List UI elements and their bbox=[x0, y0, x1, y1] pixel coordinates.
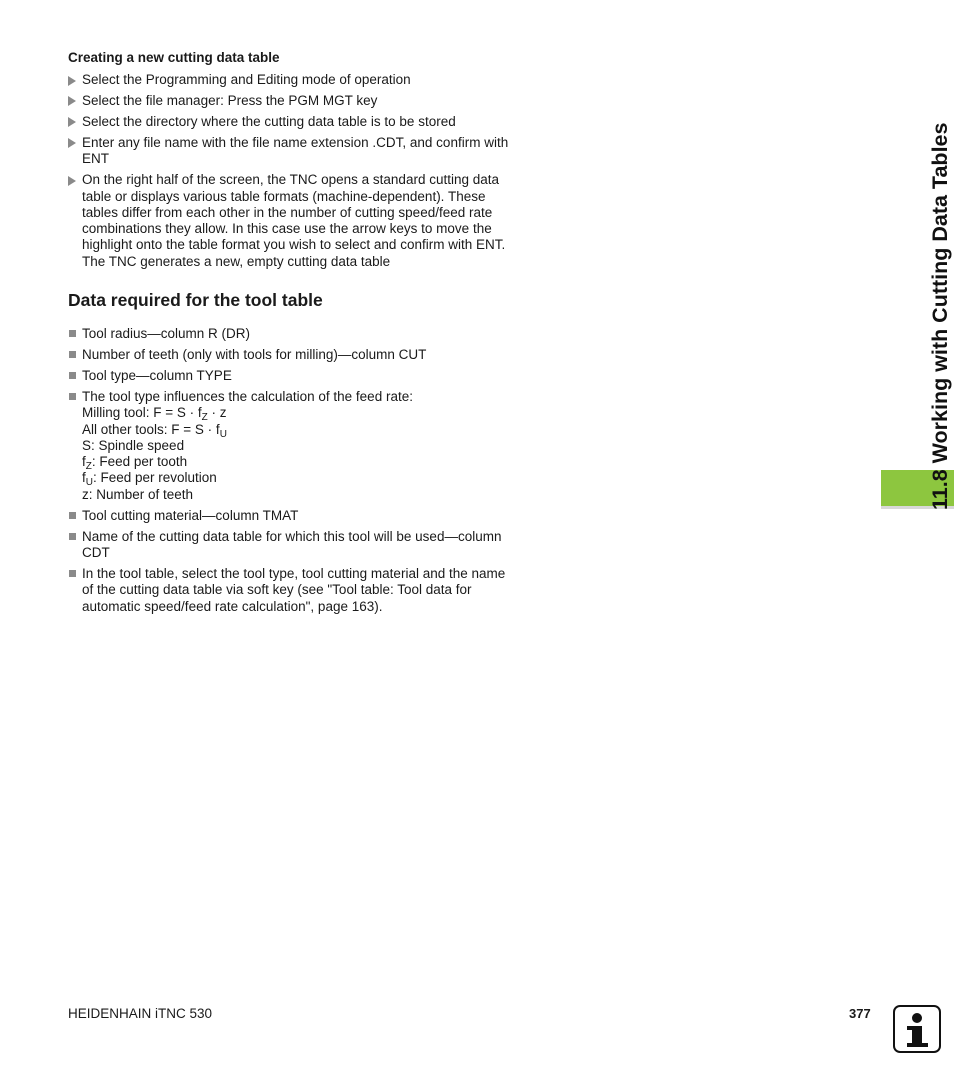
step-item: On the right half of the screen, the TNC opens a standard cutting data table or displays various table formats (machine-dependent). These tables differ from each other in the number of cutting speed/feed rate combinations they allow. In this case use the arrow keys to move the highlight onto the table format you wish to select and confirm with ENT. The TNC generates a new, empty cutting data table bbox=[68, 172, 518, 270]
square-bullet-icon bbox=[69, 570, 76, 577]
step-item: Enter any file name with the file name extension .CDT, and confirm with ENT bbox=[68, 135, 518, 168]
list-item: Tool type—column TYPE bbox=[68, 368, 518, 384]
triangle-right-icon bbox=[68, 138, 76, 148]
square-bullet-icon bbox=[69, 351, 76, 358]
square-bullet-icon bbox=[69, 372, 76, 379]
list-item: Number of teeth (only with tools for milling)—column CUT bbox=[68, 347, 518, 363]
formula-other: All other tools: $F = S \cdot f_U$ bbox=[82, 421, 227, 440]
square-bullet-icon bbox=[69, 330, 76, 337]
section-heading-create-table: Creating a new cutting data table bbox=[68, 50, 280, 65]
creation-steps bbox=[68, 72, 518, 270]
feed-intro: The tool type influences the calculation of the feed rate: bbox=[82, 388, 413, 404]
list-item: Tool cutting material—column TMAT bbox=[68, 508, 518, 524]
section-heading-tool-table-data: Data required for the tool table bbox=[68, 290, 323, 311]
legend-fu: $f_U$: Feed per revolution bbox=[82, 470, 217, 489]
step-item: Select the directory where the cutting data table is to be stored bbox=[68, 114, 518, 130]
step-item: Select the Programming and Editing mode of operation bbox=[68, 72, 518, 88]
list-item-feed-rate bbox=[68, 389, 518, 503]
triangle-right-icon bbox=[68, 76, 76, 86]
formula-milling: Milling tool: $F = S \cdot f_Z \cdot z$ bbox=[82, 405, 227, 424]
list-item: Name of the cutting data table for which this tool will be used—column CDT bbox=[68, 529, 518, 562]
legend-teeth: z: Number of teeth bbox=[82, 486, 194, 502]
page-number: 377 bbox=[849, 1006, 871, 1021]
footer-product: HEIDENHAIN iTNC 530 bbox=[68, 1006, 213, 1021]
triangle-right-icon bbox=[68, 117, 76, 127]
legend-fz: $f_Z$: Feed per tooth bbox=[82, 454, 188, 473]
info-icon bbox=[893, 1005, 941, 1053]
square-bullet-icon bbox=[69, 533, 76, 540]
page-content bbox=[68, 48, 518, 620]
list-item: Tool radius—column R (DR) bbox=[68, 326, 518, 342]
step-item: Select the file manager: Press the PGM MGT key bbox=[68, 93, 518, 109]
chapter-side-title: 11.8 Working with Cutting Data Tables bbox=[928, 122, 952, 510]
legend-spindle: S: Spindle speed bbox=[82, 437, 185, 453]
square-bullet-icon bbox=[69, 512, 76, 519]
list-item: In the tool table, select the tool type, tool cutting material and the name of the cutting data table via soft key (see "Tool table: Tool data for automatic speed/feed rate calculation", page 163). bbox=[68, 566, 518, 615]
tool-table-requirements bbox=[68, 326, 518, 615]
square-bullet-icon bbox=[69, 393, 76, 400]
triangle-right-icon bbox=[68, 96, 76, 106]
triangle-right-icon bbox=[68, 176, 76, 186]
